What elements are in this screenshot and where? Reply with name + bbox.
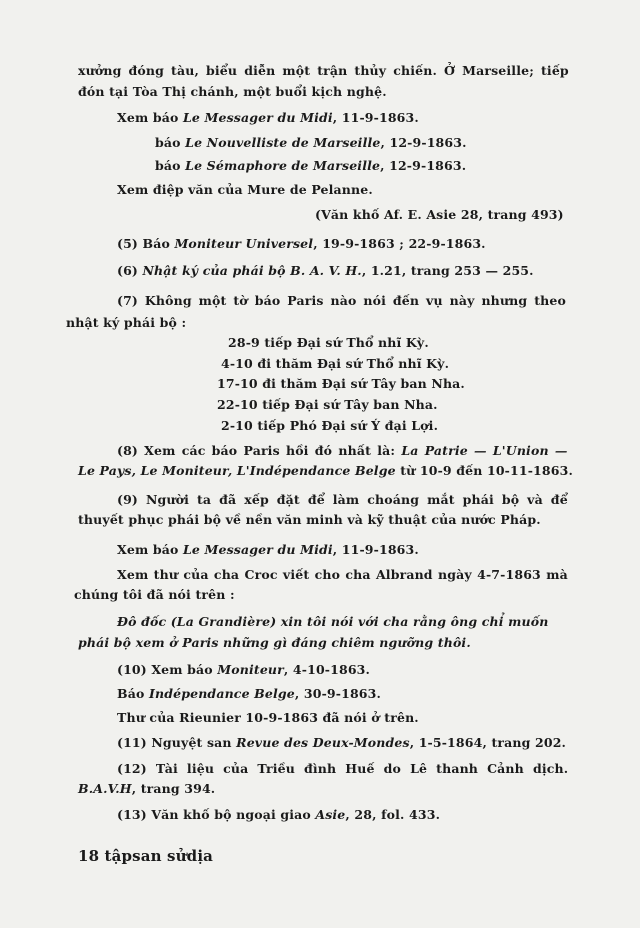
- text-segment: Báo: [117, 686, 149, 701]
- text-segment: chúng tôi đã nói trên :: [74, 587, 235, 602]
- text-line: [228, 335, 429, 351]
- text-segment: (5) Báo: [117, 236, 175, 251]
- text-line: [117, 236, 486, 252]
- italic-text: La Patrie — L'Union —: [401, 443, 568, 458]
- text-segment: từ 10-9 đến 10-11-1863.: [395, 463, 573, 478]
- italic-text: B.A.V.H: [78, 781, 132, 796]
- text-segment: (8) Xem các báo Paris hồi đó nhất là:: [117, 443, 402, 458]
- text-segment: , trang 394.: [131, 781, 216, 796]
- text-segment: (6): [117, 263, 143, 278]
- italic-text: Nhật ký của phái bộ B. A. V. H.: [142, 263, 362, 278]
- italic-text: Asie: [315, 807, 346, 822]
- italic-text: Revue des Deux-Mondes: [236, 735, 410, 750]
- text-segment: nhật ký phái bộ :: [66, 315, 187, 330]
- text-segment: 2-10 tiếp Phó Đại sứ Ý đại Lợi.: [221, 418, 439, 433]
- text-line: [117, 182, 373, 198]
- italic-text: Đô đốc (La Grandière) xin tôi nói với cha rằng ông chỉ muốn: [117, 614, 549, 629]
- text-segment: 17-10 đi thăm Đại sứ Tây ban Nha.: [217, 376, 465, 391]
- text-segment: Xem báo: [117, 110, 183, 125]
- text-segment: (11) Nguyệt san: [117, 735, 237, 750]
- text-line: [117, 567, 568, 583]
- text-line: [221, 418, 438, 434]
- text-line: [117, 263, 534, 279]
- text-line: [117, 662, 370, 678]
- text-segment: (7) Không một tờ báo Paris nào nói đến vụ này nhưng theo: [117, 293, 566, 308]
- text-line: [117, 293, 566, 309]
- text-segment: , 28, fol. 433.: [345, 807, 441, 822]
- text-line: [78, 84, 387, 100]
- text-line: [221, 356, 449, 372]
- text-line: [78, 463, 573, 479]
- italic-text: Le Pays, Le Moniteur, L'Indépendance Belge: [78, 463, 396, 478]
- italic-text: Le Nouvelliste de Marseille: [185, 135, 381, 150]
- text-segment: (9) Người ta đã xếp đặt để làm choáng mắt phái bộ và để: [117, 492, 568, 507]
- text-line: [117, 710, 419, 726]
- text-segment: , 4-10-1863.: [283, 662, 371, 677]
- text-segment: , 12-9-1863.: [380, 135, 467, 150]
- text-segment: , 11-9-1863.: [332, 110, 419, 125]
- italic-text: Le Sémaphore de Marseille: [185, 158, 381, 173]
- text-line: [217, 397, 438, 413]
- text-segment: , 30-9-1863.: [294, 686, 382, 701]
- text-segment: thuyết phục phái bộ về nền văn minh và kỹ thuật của nước Pháp.: [78, 512, 541, 527]
- text-segment: đón tại Tòa Thị chánh, một buổi kịch nghệ.: [78, 84, 387, 99]
- text-line: [117, 807, 440, 823]
- text-segment: , 1.21, trang 253 — 255.: [361, 263, 534, 278]
- italic-text: Le Messager du Midi: [182, 110, 333, 125]
- text-line: [117, 761, 568, 777]
- text-segment: (10) Xem báo: [117, 662, 218, 677]
- text-segment: (12) Tài liệu của Triều đình Huế do Lê thanh Cảnh dịch.: [117, 761, 569, 776]
- text-segment: Xem điệp văn của Mure de Pelanne.: [117, 182, 373, 197]
- text-line: [117, 110, 419, 126]
- text-segment: Thư của Rieunier 10-9-1863 đã nói ở trên.: [117, 710, 419, 725]
- text-segment: xưởng đóng tàu, biểu diễn một trận thủy chiến. Ở Marseille; tiếp: [78, 63, 569, 78]
- text-segment: báo: [155, 158, 186, 173]
- text-line: [78, 512, 541, 528]
- text-segment: báo: [155, 135, 186, 150]
- text-segment: Xem thư của cha Croc viết cho cha Albrand ngày 4-7-1863 mà: [117, 567, 568, 582]
- text-line: [155, 135, 467, 151]
- page-footer: 18 tậpsan sửdịa: [78, 847, 214, 865]
- text-segment: , 12-9-1863.: [380, 158, 467, 173]
- text-line: [78, 781, 215, 797]
- text-line: [74, 587, 235, 603]
- text-line: [117, 686, 381, 702]
- italic-text: Indépendance Belge: [148, 686, 295, 701]
- italic-text: Le Messager du Midi: [182, 542, 333, 557]
- text-line: [78, 635, 471, 651]
- text-line: [66, 315, 186, 331]
- text-line: [217, 376, 465, 392]
- text-segment: , 11-9-1863.: [332, 542, 419, 557]
- italic-text: Moniteur: [217, 662, 284, 677]
- text-line: [117, 443, 568, 459]
- text-segment: Xem báo: [117, 542, 183, 557]
- text-segment: (Văn khố Af. E. Asie 28, trang 493): [315, 207, 564, 222]
- text-line: [78, 63, 569, 79]
- text-segment: , 1-5-1864, trang 202.: [409, 735, 567, 750]
- text-segment: 4-10 đi thăm Đại sứ Thổ nhĩ Kỳ.: [221, 356, 450, 371]
- text-line: [315, 207, 564, 223]
- text-segment: 28-9 tiếp Đại sứ Thổ nhĩ Kỳ.: [228, 335, 429, 350]
- italic-text: phái bộ xem ở Paris những gì đáng chiêm ngưỡng thôi.: [78, 635, 471, 650]
- text-line: [155, 158, 466, 174]
- text-line: [117, 735, 566, 751]
- text-segment: 22-10 tiếp Đại sứ Tây ban Nha.: [217, 397, 438, 412]
- text-segment: , 19-9-1863 ; 22-9-1863.: [313, 236, 486, 251]
- text-line: [117, 542, 419, 558]
- text-line: [117, 492, 568, 508]
- text-segment: (13) Văn khố bộ ngoại giao: [117, 807, 316, 822]
- italic-text: Moniteur Universel: [174, 236, 314, 251]
- text-line: [117, 614, 549, 630]
